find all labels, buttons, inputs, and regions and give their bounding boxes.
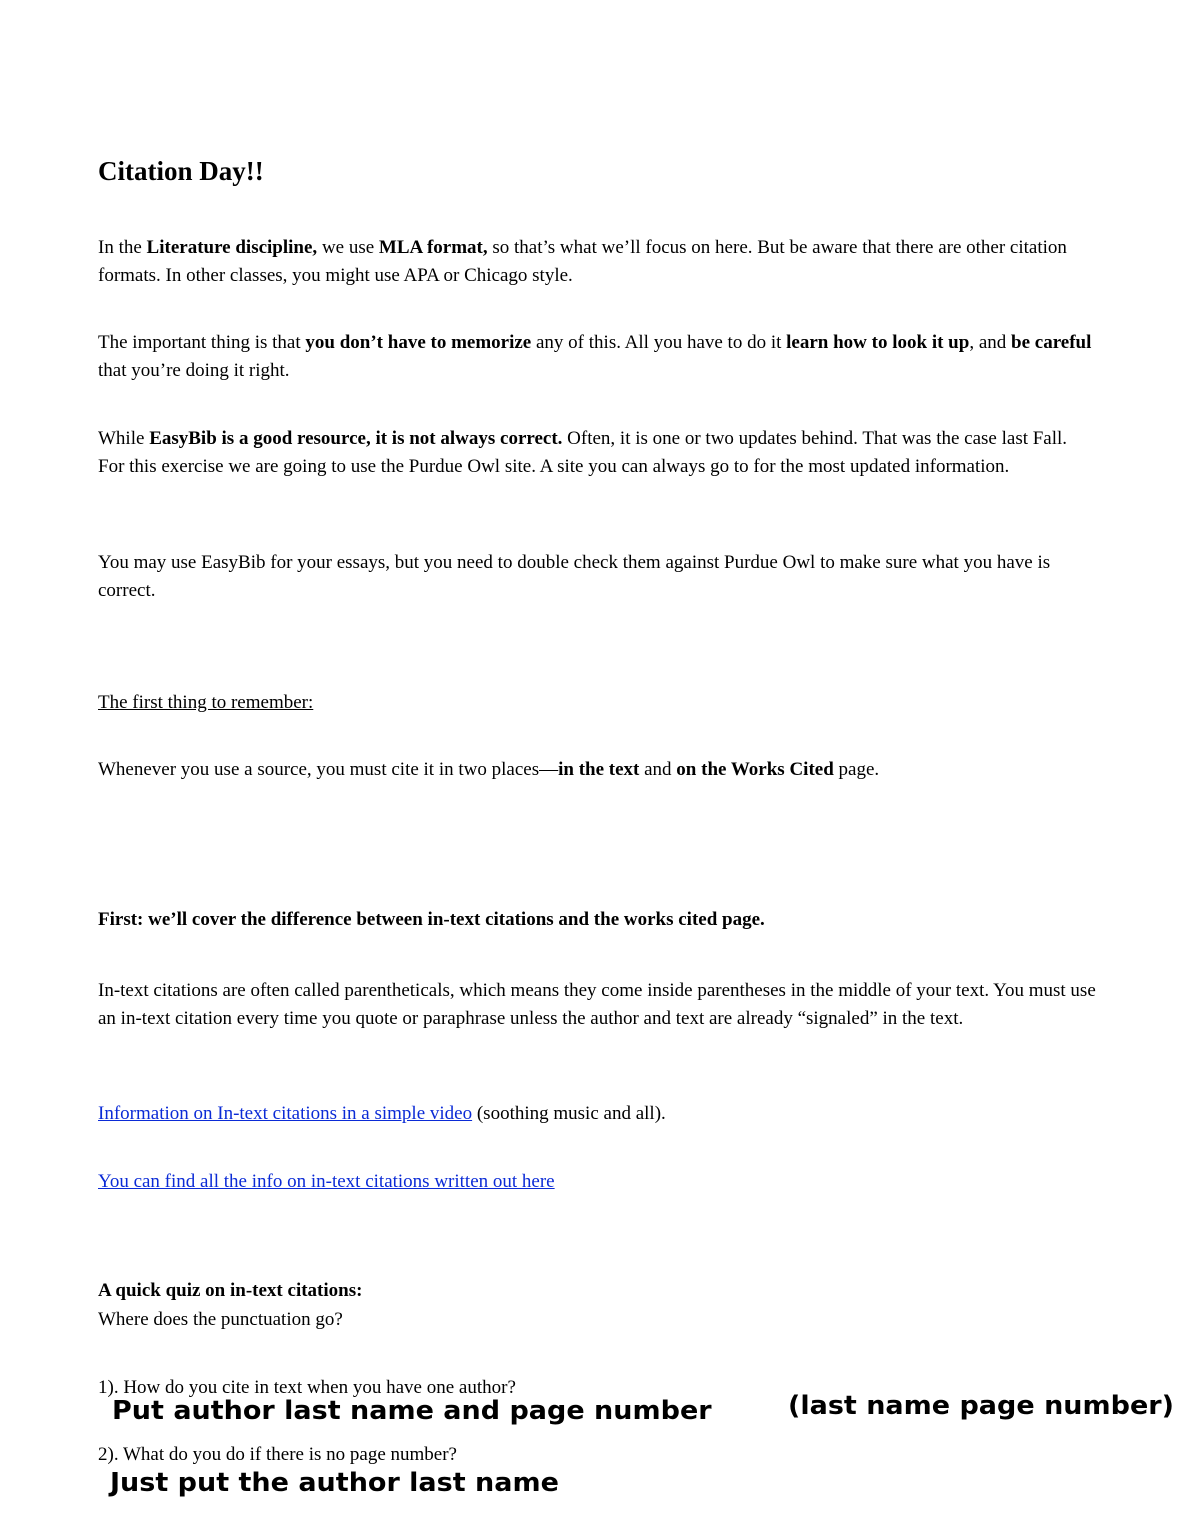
handwritten-answer-1: Put author last name and page number — [112, 1396, 712, 1426]
bold-text: Literature discipline, — [146, 237, 318, 258]
text: , and — [969, 332, 1012, 353]
text: page. — [833, 759, 880, 780]
info-link-line — [98, 1168, 1098, 1196]
text: so that’s what we’ll focus on here. But be aware that there are other citation formats. In other classes, you might use APA or Chicago style. — [98, 237, 1067, 286]
bold-text: EasyBib is a good resource, it is not always correct. — [149, 428, 563, 449]
bold-text: in the text — [558, 759, 640, 780]
video-link-line — [98, 1100, 1098, 1128]
bold-text: be careful — [1011, 332, 1092, 353]
text: we use — [317, 237, 379, 258]
text: Whenever you use a source, you must cite it in two places— — [98, 759, 559, 780]
quiz-question-1: 1). How do you cite in text when you have one author? — [98, 1377, 516, 1398]
text: (soothing music and all). — [472, 1103, 666, 1124]
handwritten-answer-1-example: (last name page number) — [788, 1391, 1174, 1421]
paragraph-memorize — [98, 329, 1098, 385]
page-title: Citation Day!! — [98, 156, 264, 186]
text: Often, it is one or two updates behind. That was the case last Fall. For this exercise we are going to use the Purdue Owl site. A site you can always go to for the most updated information. — [98, 428, 1068, 477]
paragraph-two-places — [98, 756, 1098, 784]
paragraph-easybib — [98, 425, 1098, 481]
quiz-question-2: 2). What do you do if there is no page number? — [98, 1444, 457, 1465]
video-link[interactable]: Information on In-text citations in a simple video — [98, 1103, 473, 1124]
quiz-heading — [98, 1277, 1098, 1305]
handwritten-answer-2: Just put the author last name — [110, 1468, 559, 1498]
paragraph-mla-format — [98, 234, 1098, 290]
bold-text: MLA format, — [378, 237, 488, 258]
bold-text: First: we’ll cover the difference between in-text citations and the works cited page. — [98, 909, 765, 930]
text: In the — [98, 237, 147, 258]
text: While — [98, 428, 150, 449]
text: that you’re doing it right. — [98, 360, 290, 381]
text: The important thing is that — [98, 332, 306, 353]
text: and — [639, 759, 677, 780]
bold-text: A quick quiz on in-text citations: — [98, 1280, 363, 1301]
paragraph-in-text-citations: In-text citations are often called parentheticals, which means they come inside parentheses in the middle of your text. You must use an in-text citation every time you quote or paraphrase unless the author and text are already “signaled” in the text. — [98, 980, 1096, 1029]
text: any of this. All you have to do it — [531, 332, 787, 353]
quiz-subheading: Where does the punctuation go? — [98, 1309, 343, 1330]
bold-text: you don’t have to memorize — [305, 332, 532, 353]
info-link[interactable]: You can find all the info on in-text citations written out here — [98, 1171, 555, 1192]
first-thing-heading: The first thing to remember: — [98, 692, 314, 713]
paragraph-double-check: You may use EasyBib for your essays, but you need to double check them against Purdue Owl to make sure what you have is correct. — [98, 552, 1051, 601]
bold-text: learn how to look it up — [786, 332, 970, 353]
section-heading-first — [98, 906, 1098, 934]
bold-text: on the Works Cited — [676, 759, 834, 780]
